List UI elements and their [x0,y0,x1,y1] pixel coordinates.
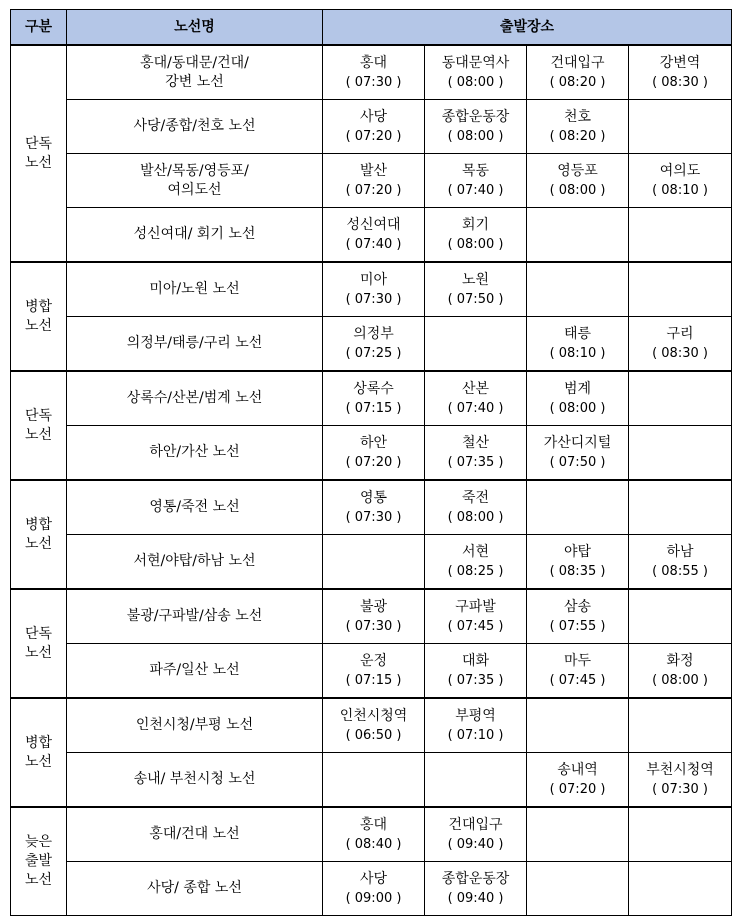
stop-cell [323,426,425,481]
stop-name: 목동 [461,162,490,179]
category-label: 노선 [24,535,53,552]
route-name-line: 여의도선 [167,181,222,198]
stop-cell [323,535,425,590]
stop-time: ( 08:20 ) [549,74,606,90]
stop-name: 건대입구 [448,816,503,833]
stop-name: 사당 [359,870,388,887]
stop-time: ( 08:20 ) [549,128,606,144]
route-name-line: 미아/노원 노선 [149,281,240,297]
stop-cell [425,208,527,263]
stop-time: ( 07:35 ) [447,454,504,470]
table-row [11,100,732,154]
stop-time: ( 08:00 ) [447,74,504,90]
stop-name: 구파발 [455,598,496,615]
stop-name: 동대문역사 [441,54,510,71]
stop-cell [527,100,629,154]
stop-cell [425,862,527,916]
stop-cell [527,535,629,590]
stop-cell [425,807,527,862]
route-name-line: 파주/일산 노선 [149,662,240,678]
header-departure: 출발장소 [323,10,732,46]
stop-cell [323,589,425,644]
table-row [11,862,732,916]
stop-cell [629,208,732,263]
route-name-line: 인천시청/부평 노선 [135,717,254,733]
stop-cell [323,154,425,208]
stop-name: 부평역 [455,707,496,724]
stop-cell [629,807,732,862]
stop-cell [527,426,629,481]
stop-time: ( 07:45 ) [549,672,606,688]
stop-name: 인천시청역 [339,707,408,724]
stop-time: ( 07:15 ) [345,400,402,416]
route-name-line: 영통/죽전 노선 [149,499,240,515]
stop-name: 사당 [359,108,388,125]
stop-time: ( 08:55 ) [652,563,708,579]
table-row [11,698,732,753]
stop-name: 성신여대 [346,216,401,233]
stop-time: ( 07:35 ) [447,672,504,688]
stop-name: 구리 [666,325,694,342]
route-name-line: 강변 노선 [165,73,224,90]
table-row [11,262,732,317]
route-name-cell [67,480,323,535]
route-name-cell [67,535,323,590]
route-name-line: 발산/목동/영등포/ [140,162,249,179]
stop-cell [323,862,425,916]
stop-cell [425,535,527,590]
stop-cell [527,807,629,862]
route-name-line: 사당/종합/천호 노선 [133,118,256,134]
stop-cell [629,535,732,590]
stop-name: 가산디지털 [543,434,612,451]
stop-name: 마두 [563,652,592,669]
stop-time: ( 07:30 ) [345,618,402,634]
stop-time: ( 07:30 ) [345,74,402,90]
stop-time: ( 08:00 ) [447,236,504,252]
stop-name: 강변역 [659,54,701,71]
stop-cell [629,753,732,808]
category-cell [11,45,67,262]
stop-name: 홍대 [359,816,388,833]
stop-cell [527,862,629,916]
category-label: 노선 [24,426,53,443]
category-label: 병합 [24,516,53,533]
route-name-cell [67,698,323,753]
stop-time: ( 08:00 ) [447,128,504,144]
stop-name: 송내역 [557,761,598,778]
stop-time: ( 07:10 ) [447,727,504,743]
table-row [11,535,732,590]
stop-cell [323,317,425,372]
stop-cell [425,426,527,481]
stop-name: 홍대 [359,54,388,71]
route-name-cell [67,426,323,481]
category-cell [11,480,67,589]
stop-cell [425,45,527,100]
route-name-cell [67,862,323,916]
route-name-line: 하안/가산 노선 [149,444,240,460]
stop-cell [527,753,629,808]
stop-cell [425,644,527,699]
category-cell [11,589,67,698]
header-route-name: 노선명 [67,10,323,46]
stop-name: 회기 [461,216,490,233]
stop-time: ( 07:45 ) [447,618,504,634]
route-name-cell [67,154,323,208]
stop-name: 불광 [359,598,388,615]
table-row [11,317,732,372]
stop-time: ( 08:00 ) [652,672,708,688]
stop-cell [629,589,732,644]
table-body [11,45,732,916]
stop-name: 하남 [666,543,694,560]
route-name-cell [67,753,323,808]
stop-time: ( 07:15 ) [345,672,402,688]
stop-time: ( 08:30 ) [652,74,708,90]
stop-cell [629,862,732,916]
stop-cell [323,753,425,808]
stop-cell [425,100,527,154]
route-name-cell [67,45,323,100]
stop-name: 종합운동장 [441,870,510,887]
stop-name: 철산 [461,434,490,451]
route-name-line: 서현/야탑/하남 노선 [133,553,256,569]
route-name-line: 홍대/동대문/건대/ [140,54,249,71]
stop-time: ( 07:25 ) [345,345,402,361]
stop-cell [425,371,527,426]
stop-name: 의정부 [353,325,394,342]
stop-cell [425,589,527,644]
header-row [11,10,732,46]
stop-name: 건대입구 [550,54,605,71]
stop-time: ( 08:00 ) [549,400,606,416]
stop-time: ( 07:20 ) [345,128,402,144]
stop-cell [629,154,732,208]
stop-name: 운정 [359,652,388,669]
stop-name: 대화 [461,652,490,669]
table-row [11,644,732,699]
stop-cell [323,100,425,154]
stop-cell [629,644,732,699]
stop-cell [527,644,629,699]
stop-name: 미아 [359,271,388,288]
category-label: 출발 [24,853,53,869]
stop-cell [425,317,527,372]
stop-cell [629,317,732,372]
route-name-cell [67,807,323,862]
table-row [11,45,732,100]
stop-name: 서현 [461,543,490,560]
stop-cell [629,371,732,426]
route-name-line: 불광/구파발/삼송 노선 [126,608,263,624]
stop-cell [527,371,629,426]
shuttle-route-table [10,9,732,916]
stop-time: ( 08:00 ) [549,182,606,198]
category-cell [11,262,67,371]
stop-cell [323,262,425,317]
route-name-cell [67,100,323,154]
stop-cell [323,45,425,100]
stop-time: ( 07:55 ) [549,618,606,634]
route-name-line: 의정부/태릉/구리 노선 [126,335,263,351]
route-name-line: 홍대/건대 노선 [149,826,240,842]
stop-name: 야탑 [563,543,592,560]
route-name-cell [67,644,323,699]
stop-cell [629,426,732,481]
stop-cell [629,698,732,753]
stop-cell [527,317,629,372]
stop-cell [425,753,527,808]
category-label: 병합 [24,298,53,315]
stop-time: ( 08:40 ) [345,836,402,852]
route-name-cell [67,371,323,426]
stop-cell [323,208,425,263]
stop-cell [629,262,732,317]
stop-time: ( 07:40 ) [447,182,504,198]
stop-time: ( 07:20 ) [549,781,606,797]
stop-name: 죽전 [461,489,490,506]
stop-name: 천호 [563,108,592,125]
stop-cell [323,807,425,862]
route-name-cell [67,262,323,317]
stop-cell [425,480,527,535]
stop-name: 발산 [359,162,388,179]
stop-cell [527,262,629,317]
stop-time: ( 07:50 ) [447,291,504,307]
stop-cell [323,644,425,699]
stop-time: ( 07:40 ) [345,236,402,252]
stop-time: ( 08:30 ) [652,345,708,361]
stop-time: ( 07:20 ) [345,454,402,470]
stop-cell [629,480,732,535]
table-row [11,589,732,644]
stop-cell [425,698,527,753]
route-name-cell [67,208,323,263]
stop-cell [629,100,732,154]
category-label: 단독 [24,135,53,152]
category-cell [11,807,67,916]
stop-name: 종합운동장 [441,108,510,125]
stop-time: ( 09:40 ) [447,836,504,852]
route-name-line: 상록수/산본/범계 노선 [126,390,263,406]
route-name-cell [67,317,323,372]
stop-name: 범계 [563,380,592,397]
category-label: 노선 [24,644,53,661]
table-row [11,480,732,535]
route-name-line: 송내/ 부천시청 노선 [133,771,256,787]
stop-time: ( 06:50 ) [345,727,402,743]
table-row [11,208,732,263]
stop-name: 영등포 [557,162,598,179]
route-name-cell [67,589,323,644]
stop-cell [425,154,527,208]
stop-cell [527,589,629,644]
stop-time: ( 08:00 ) [447,509,504,525]
category-label: 늦은 [24,834,53,850]
category-label: 노선 [24,154,53,171]
stop-name: 여의도 [659,162,701,179]
route-name-line: 사당/ 종합 노선 [147,880,242,896]
stop-time: ( 08:10 ) [652,182,708,198]
stop-name: 화정 [666,652,694,669]
stop-time: ( 07:30 ) [652,781,708,797]
table-row [11,371,732,426]
stop-time: ( 07:30 ) [345,509,402,525]
stop-time: ( 07:30 ) [345,291,402,307]
category-label: 노선 [24,753,53,770]
category-cell [11,371,67,480]
category-label: 노선 [24,872,53,888]
stop-name: 상록수 [353,380,394,397]
table-row [11,154,732,208]
table-row [11,753,732,808]
stop-cell [527,480,629,535]
header-category: 구분 [11,10,67,46]
stop-cell [527,45,629,100]
stop-name: 노원 [461,271,490,288]
category-label: 병합 [24,734,53,751]
stop-name: 부천시청역 [646,761,714,778]
stop-time: ( 08:35 ) [549,563,606,579]
stop-cell [323,480,425,535]
category-label: 단독 [24,625,53,642]
stop-time: ( 09:00 ) [345,890,402,906]
stop-name: 영통 [359,489,388,506]
table-row [11,426,732,481]
route-name-line: 성신여대/ 회기 노선 [133,226,256,242]
category-label: 노선 [24,317,53,334]
stop-cell [527,154,629,208]
stop-cell [527,208,629,263]
stop-cell [323,698,425,753]
category-label: 단독 [24,407,53,424]
table-row [11,807,732,862]
category-cell [11,698,67,807]
stop-cell [629,45,732,100]
stop-time: ( 08:10 ) [549,345,606,361]
stop-cell [527,698,629,753]
stop-name: 태릉 [563,325,592,342]
stop-time: ( 07:20 ) [345,182,402,198]
stop-time: ( 09:40 ) [447,890,504,906]
stop-cell [323,371,425,426]
stop-cell [425,262,527,317]
stop-time: ( 07:50 ) [549,454,606,470]
stop-name: 하안 [359,434,388,451]
stop-time: ( 08:25 ) [447,563,504,579]
stop-name: 삼송 [563,598,592,615]
stop-name: 산본 [461,380,490,397]
stop-time: ( 07:40 ) [447,400,504,416]
